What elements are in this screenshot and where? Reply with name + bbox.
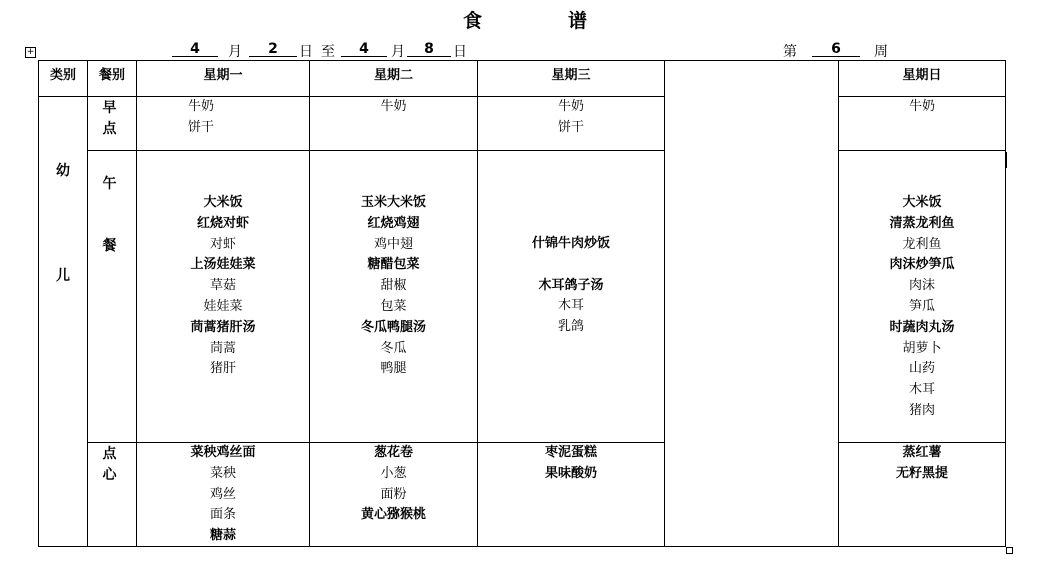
- menu-item: 大米饭: [902, 195, 942, 210]
- wed-snack-items: [477, 443, 665, 485]
- menu-item: 葱花卷: [373, 445, 413, 460]
- menu-item: 笋瓜: [908, 298, 935, 314]
- menu-item: 菜秧鸡丝面: [190, 445, 256, 460]
- header-tuesday: 星期二: [309, 60, 478, 97]
- menu-item: 清蒸龙利鱼: [889, 215, 955, 231]
- menu-item: [477, 255, 665, 276]
- month-label-1: 月: [228, 44, 242, 60]
- menu-item: 冬瓜鸭腿汤: [360, 319, 426, 335]
- menu-item: 牛奶: [380, 99, 407, 114]
- tue-breakfast-items: [309, 97, 478, 118]
- end-month: 4: [341, 41, 387, 57]
- day-label-2: 日: [453, 44, 467, 60]
- menu-item: 肉沫: [908, 278, 935, 294]
- menu-item: 娃娃菜: [203, 298, 243, 314]
- header-wednesday: 星期三: [477, 60, 665, 97]
- table-move-handle-icon[interactable]: +: [26, 47, 35, 57]
- menu-item: 什锦牛肉炒饭: [531, 236, 610, 251]
- menu-item: 蒸红薯: [902, 445, 942, 460]
- menu-item: 鸭腿: [380, 361, 407, 377]
- menu-item: 面条: [209, 507, 236, 523]
- header-sunday: 星期日: [838, 60, 1006, 97]
- menu-item: 饼干: [557, 119, 584, 135]
- menu-item: 时蔬肉丸汤: [889, 319, 955, 335]
- to-label: 至: [321, 44, 335, 60]
- menu-item: 猪肉: [908, 402, 935, 418]
- meal-lunch-char-2: 餐: [102, 238, 117, 254]
- menu-item: 牛奶: [908, 99, 935, 114]
- header-meal: 餐别: [87, 60, 137, 97]
- mon-breakfast-items: [136, 97, 266, 139]
- menu-item: 鸡丝: [209, 486, 236, 502]
- week-suffix: 周: [874, 44, 888, 60]
- menu-item: 木耳鸽子汤: [538, 277, 604, 293]
- menu-item: 枣泥蛋糕: [544, 445, 597, 460]
- menu-item: 鸡中翅: [373, 236, 413, 252]
- header-monday: 星期一: [136, 60, 310, 97]
- menu-item: 菜秧: [209, 465, 236, 481]
- menu-item: 无籽黑提: [895, 465, 948, 481]
- menu-item: 包菜: [380, 298, 407, 314]
- menu-item: 茼蒿猪肝汤: [190, 319, 256, 335]
- mon-snack-items: [136, 443, 310, 547]
- menu-item: 猪肝: [209, 361, 236, 377]
- page-title: [0, 6, 1050, 33]
- menu-item: 糖醋包菜: [367, 257, 420, 273]
- menu-item: 玉米大米饭: [360, 195, 426, 210]
- menu-item: 小葱: [380, 465, 407, 481]
- sun-breakfast-items: [838, 97, 1006, 118]
- month-label-2: 月: [391, 44, 405, 60]
- menu-item: 乳鸽: [557, 319, 584, 335]
- menu-item: 果味酸奶: [544, 465, 597, 481]
- menu-item: 山药: [908, 361, 935, 377]
- category-char-1: 幼: [56, 163, 70, 179]
- meal-breakfast-label: [87, 98, 132, 140]
- start-day: 2: [249, 41, 297, 57]
- menu-item: 木耳: [908, 382, 935, 398]
- menu-item: 龙利鱼: [902, 236, 942, 252]
- day-label-1: 日: [299, 44, 313, 60]
- wed-lunch-items: [477, 234, 665, 338]
- menu-item: 木耳: [557, 298, 584, 314]
- menu-item: 红烧对虾: [196, 215, 249, 231]
- table-resize-handle[interactable]: [1006, 547, 1013, 554]
- end-day: 8: [407, 41, 451, 57]
- menu-item: 黄心猕猴桃: [360, 507, 426, 523]
- snack-char-2: 心: [102, 467, 117, 483]
- date-row: [0, 41, 1050, 59]
- meal-lunch-cell: [87, 150, 137, 443]
- header-category: 类别: [38, 60, 88, 97]
- menu-item: 茼蒿: [209, 340, 236, 356]
- menu-item: 牛奶: [557, 99, 584, 114]
- menu-item: 胡萝卜: [902, 340, 942, 356]
- breakfast-char-1: 早: [102, 100, 117, 116]
- menu-item: 肉沫炒笋瓜: [889, 257, 955, 273]
- text-cursor: [1005, 152, 1007, 168]
- menu-item: 牛奶: [187, 99, 214, 114]
- title-char-2: 谱: [568, 10, 588, 32]
- meal-snack-label: [87, 444, 132, 486]
- snack-char-1: 点: [102, 446, 117, 462]
- menu-item: 大米饭: [203, 195, 243, 210]
- sun-lunch-items: [838, 193, 1006, 422]
- start-month: 4: [172, 41, 218, 57]
- menu-item: 对虾: [209, 236, 236, 252]
- menu-item: 冬瓜: [380, 340, 407, 356]
- meal-lunch-char-1: 午: [102, 176, 117, 192]
- title-char-1: 食: [462, 10, 482, 32]
- sun-snack-items: [838, 443, 1006, 485]
- tue-snack-items: [309, 443, 478, 526]
- menu-item: 面粉: [380, 486, 407, 502]
- wed-breakfast-items: [477, 97, 665, 139]
- mon-lunch-items: [136, 193, 310, 380]
- week-prefix: 第: [783, 44, 797, 60]
- menu-item: 红烧鸡翅: [367, 215, 420, 231]
- menu-item: 草菇: [209, 278, 236, 294]
- tue-lunch-items: [309, 193, 478, 380]
- week-number: 6: [812, 41, 860, 57]
- menu-item: 甜椒: [380, 278, 407, 294]
- menu-item: 饼干: [187, 119, 214, 135]
- category-char-2: 儿: [56, 268, 70, 284]
- menu-item: 糖蒜: [209, 528, 236, 544]
- header-blank: [664, 60, 839, 547]
- breakfast-char-2: 点: [102, 121, 117, 137]
- menu-item: 上汤娃娃菜: [190, 257, 256, 273]
